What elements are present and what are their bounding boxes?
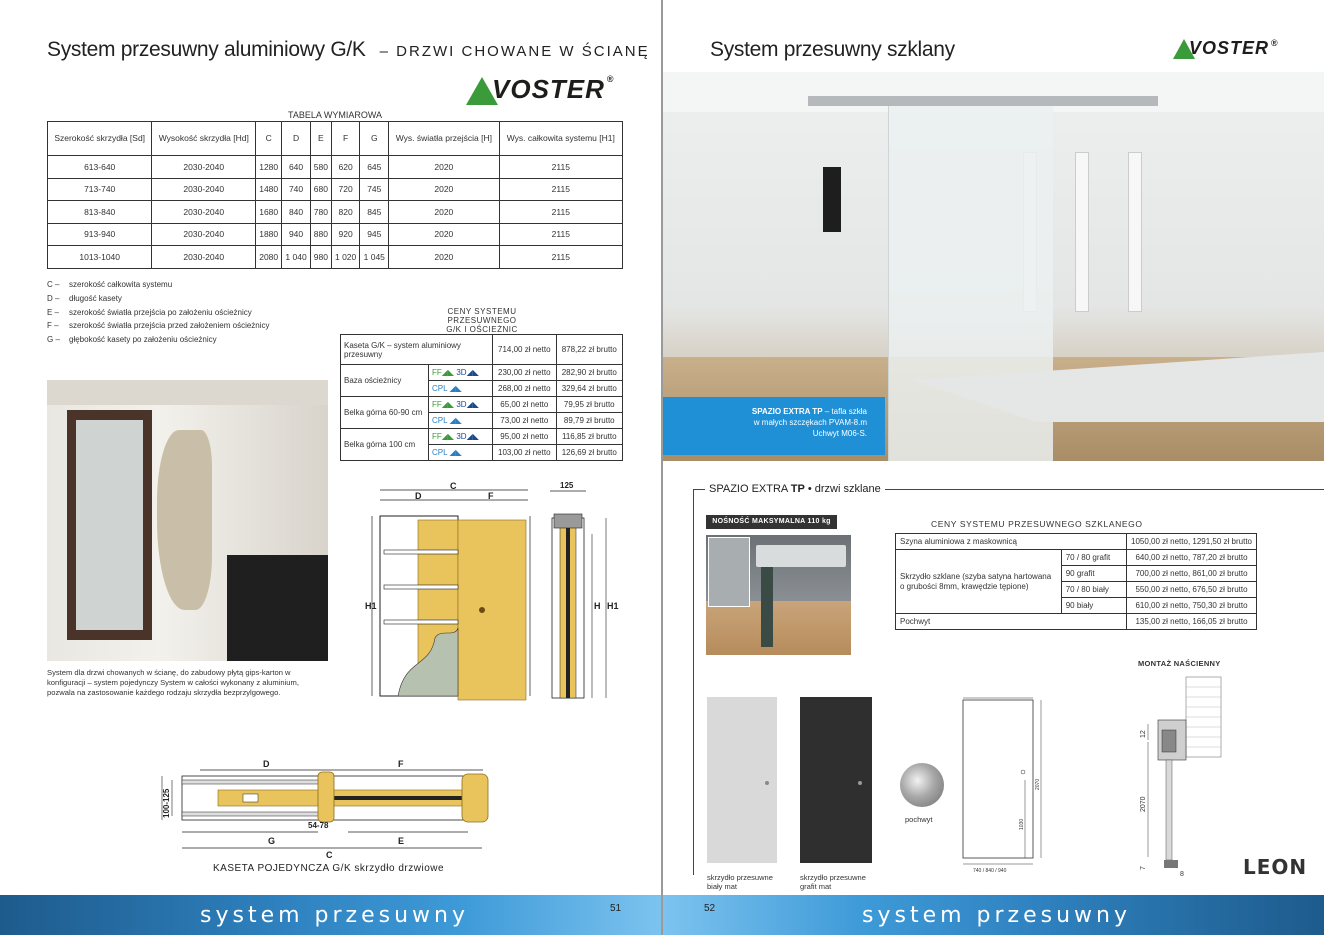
kaseta-plan-drawing (158, 750, 503, 862)
panel-dim-width: 740 / 840 / 940 (973, 868, 1007, 874)
price-netto: 268,00 zł netto (493, 381, 557, 397)
dimension-cell: 980 (310, 246, 331, 269)
price-value: 550,00 zł netto, 676,50 zł brutto (1127, 582, 1257, 598)
dimension-cell: 1480 (256, 178, 282, 201)
dimension-cell: 940 (282, 223, 311, 246)
photo-window (1128, 152, 1142, 312)
legend-text: głębokość kasety po założeniu ościeżnicy (69, 335, 217, 345)
plan-label-d: D (263, 759, 270, 769)
dimension-cell: 820 (331, 201, 360, 224)
panel-dark-caption-1: skrzydło przesuwne (800, 873, 866, 882)
dimension-cell: 2080 (256, 246, 282, 269)
dimension-legend (47, 278, 270, 347)
price-row-szyna (896, 534, 1257, 550)
dimension-cell: 1013-1040 (48, 246, 152, 269)
dimension-cell: 2115 (499, 156, 622, 179)
option-cpl-label: CPL (432, 448, 448, 457)
price-brutto: 126,69 zł brutto (556, 445, 622, 461)
voster-logo-reg: ® (606, 74, 614, 84)
dimension-cell: 620 (331, 156, 360, 179)
dimension-col-header: E (310, 122, 331, 156)
dim-label-h1: H1 (365, 601, 377, 611)
price-table-gk (340, 334, 623, 461)
pocket-frame-drawing (360, 478, 630, 708)
dimension-col-header: C (256, 122, 282, 156)
legend-key: E – (47, 307, 60, 317)
option-cpl-label: CPL (432, 416, 448, 425)
panel-white-mat (707, 697, 777, 863)
left-page-title (47, 38, 650, 62)
dimension-table-row (48, 156, 623, 179)
dimension-table-row (48, 178, 623, 201)
price-caption (412, 307, 552, 334)
price-caption-line-1: CENY SYSTEMU PRZESUWNEGO (447, 307, 517, 325)
legend-text: szerokość światła przejścia po założeniu ościeżnicy (69, 307, 252, 317)
page-number-left: 51 (610, 903, 622, 914)
panel-white-caption-2: biały mat (707, 882, 738, 891)
dimension-cell: 2115 (499, 178, 622, 201)
legend-item (47, 333, 270, 347)
price-row-belka60-ff (341, 397, 623, 413)
dimension-cell: 1 040 (282, 246, 311, 269)
dimension-cell: 640 (282, 156, 311, 179)
detail-glass (761, 567, 773, 647)
variant-name: 70 / 80 biały (1061, 582, 1126, 598)
dimension-col-header: Wysokość skrzydła [Hd] (152, 122, 256, 156)
price-row-baza-ff (341, 365, 623, 381)
dimension-cell: 2030-2040 (152, 201, 256, 224)
dim-label-h1-side: H1 (607, 601, 619, 611)
price-brutto: 89,79 zł brutto (556, 413, 622, 429)
price-value: 610,00 zł netto, 750,30 zł brutto (1127, 598, 1257, 614)
badge-line-2: w małych szczękach PVAM-8.m (753, 418, 867, 427)
ff-triangle-icon: ◢◣ (441, 368, 455, 377)
badge-line-1-rest: – tafla szkła (822, 407, 867, 416)
3d-triangle-icon: ◢◣ (466, 400, 479, 409)
plan-label-c: C (326, 850, 333, 860)
dimension-cell: 813-840 (48, 201, 152, 224)
dimension-cell: 645 (360, 156, 389, 179)
dimension-col-header: F (331, 122, 360, 156)
voster-logo-right (1173, 38, 1278, 59)
price-label-skrzydlo: Skrzydło szklane (szyba satyna hartowana o grubości 8mm, krawędzie tępione) (896, 550, 1062, 614)
legend-key: F – (47, 321, 59, 331)
dimension-cell: 680 (310, 178, 331, 201)
dimension-cell: 2115 (499, 246, 622, 269)
handle-caption: pochwyt (905, 815, 933, 824)
panel-knob (858, 781, 862, 785)
dimension-cell: 2020 (389, 223, 499, 246)
price-label-belka100: Belka górna 100 cm (341, 429, 429, 461)
ff-triangle-icon: ◢◣ (441, 400, 455, 409)
photo-wall-pocket (157, 430, 212, 610)
voster-logo (466, 74, 614, 105)
kaseta-caption: KASETA POJEDYNCZA G/K skrzydło drzwiowe (213, 863, 445, 874)
dimension-cell: 580 (310, 156, 331, 179)
door-leaf (458, 520, 526, 700)
dimension-cell: 780 (310, 201, 331, 224)
right-page-title: System przesuwny szklany (710, 38, 955, 61)
leon-logo: LEON (1243, 855, 1308, 879)
panel-dark-caption-2: grafit mat (800, 882, 832, 891)
option-3d-label: 3D (456, 432, 467, 441)
photo-rail (808, 96, 1158, 106)
dimension-cell: 713-740 (48, 178, 152, 201)
photo-wall (47, 380, 328, 405)
page-number-right: 52 (704, 903, 716, 914)
dimension-col-header: G (360, 122, 389, 156)
legend-item (47, 319, 270, 333)
price-brutto: 282,90 zł brutto (556, 365, 622, 381)
price-brutto: 116,85 zł brutto (556, 429, 622, 445)
mount-dim-8: 8 (1180, 871, 1184, 878)
photo-tv (823, 167, 841, 232)
max-load-badge (706, 515, 837, 529)
price-netto: 65,00 zł netto (493, 397, 557, 413)
dimension-cell: 2030-2040 (152, 156, 256, 179)
dimension-cell: 2115 (499, 201, 622, 224)
dim-label-c: C (450, 481, 457, 491)
panel-white-caption (707, 873, 773, 891)
plan-label-f: F (398, 759, 404, 769)
max-load-value: 110 kg (807, 518, 831, 525)
mount-dim-7: 7 (1140, 866, 1147, 870)
dimension-cell: 1880 (256, 223, 282, 246)
panel-dim-handle: 1030 (1019, 818, 1025, 830)
photo-window (1075, 152, 1089, 312)
option-cpl-label: CPL (432, 384, 448, 393)
price-netto: 230,00 zł netto (493, 365, 557, 381)
option-ff-label: FF (432, 400, 442, 409)
dimension-col-header: D (282, 122, 311, 156)
dim-label-f: F (488, 491, 494, 501)
dimension-table-caption: TABELA WYMIAROWA (288, 110, 383, 120)
price-netto: 714,00 zł netto (493, 335, 557, 365)
price-netto: 73,00 zł netto (493, 413, 557, 429)
section-title-bold: TP (790, 483, 805, 495)
panel-dark-caption (800, 873, 866, 891)
dimension-cell: 2020 (389, 178, 499, 201)
option-ff-label: FF (432, 368, 442, 377)
legend-text: szerokość światła przejścia przed założeniem ościeżnicy (69, 321, 270, 331)
legend-item (47, 278, 270, 292)
panel-graphite-mat (800, 697, 872, 863)
footer-title-right: system przesuwny (862, 903, 1131, 928)
price-brutto: 329,64 zł brutto (556, 381, 622, 397)
mount-dim-12: 12 (1140, 730, 1147, 738)
badge-line-3: Uchwyt M06-S. (812, 429, 867, 438)
option-cpl (429, 445, 493, 461)
max-load-label: NOŚNOŚĆ MAKSYMALNA (712, 518, 806, 525)
price-label-belka60: Belka górna 60-90 cm (341, 397, 429, 429)
dimension-cell: 2030-2040 (152, 223, 256, 246)
price-value: 700,00 zł netto, 861,00 zł brutto (1127, 566, 1257, 582)
dimension-cell: 2020 (389, 156, 499, 179)
voster-logo-reg: ® (1271, 38, 1278, 48)
left-page (0, 0, 661, 935)
plan-label-g: G (268, 836, 276, 846)
dimension-cell: 945 (360, 223, 389, 246)
detail-inset (708, 537, 750, 607)
price-label-baza: Baza ościeżnicy (341, 365, 429, 397)
voster-logo-text: VOSTER (492, 74, 605, 104)
dimension-cell: 920 (331, 223, 360, 246)
section-title-post: • drzwi szklane (804, 483, 881, 495)
cpl-triangle-icon: ◢◣ (449, 416, 462, 425)
option-cpl (429, 413, 493, 429)
voster-logo-triangle-icon (466, 77, 498, 105)
wall-mount-drawing (1118, 672, 1233, 882)
dimension-table-row (48, 246, 623, 269)
glass-price-table (895, 533, 1257, 630)
price-netto: 103,00 zł netto (493, 445, 557, 461)
dimension-col-header: Wys. całkowita systemu [H1] (499, 122, 622, 156)
dim-label-d: D (415, 491, 422, 501)
wall-mount-caption: MONTAŻ NAŚCIENNY (1138, 659, 1221, 668)
price-row-kaseta (341, 335, 623, 365)
ff-triangle-icon: ◢◣ (441, 432, 455, 441)
legend-item (47, 292, 270, 306)
3d-triangle-icon: ◢◣ (466, 368, 479, 377)
price-brutto: 878,22 zł brutto (556, 335, 622, 365)
legend-item (47, 306, 270, 320)
plan-label-e: E (398, 836, 405, 846)
panel-dim-height: 2070 (1035, 778, 1041, 790)
badge-line-1 (663, 406, 867, 417)
dimension-cell: 2020 (389, 246, 499, 269)
dimension-cell: 1 045 (360, 246, 389, 269)
title-subtitle: – DRZWI CHOWANE W ŚCIANĘ (379, 43, 650, 60)
option-ff-3d (429, 429, 493, 445)
price-value: 135,00 zł netto, 166,05 zł brutto (1127, 614, 1257, 630)
dimension-cell: 2020 (389, 201, 499, 224)
photo-cabinet (227, 555, 328, 661)
dimension-table-header (48, 122, 623, 156)
price-row-variant (896, 550, 1257, 566)
plan-label-100-125: 100-125 (162, 788, 171, 818)
variant-name: 70 / 80 grafit (1061, 550, 1126, 566)
dimension-cell: 880 (310, 223, 331, 246)
section-title (705, 483, 885, 495)
panel-white-caption-1: skrzydło przesuwne (707, 873, 773, 882)
photo-door-glass (76, 420, 143, 630)
dimension-cell: 740 (282, 178, 311, 201)
glass-panel-drawing (953, 690, 1063, 880)
dim-label-h: H (594, 601, 601, 611)
price-brutto: 79,95 zł brutto (556, 397, 622, 413)
legend-key: C – (47, 280, 60, 289)
dimension-table (47, 121, 623, 269)
section-rule-vertical (693, 489, 694, 875)
legend-key: G – (47, 335, 60, 345)
option-cpl (429, 381, 493, 397)
cpl-triangle-icon: ◢◣ (449, 448, 462, 457)
legend-text: szerokość całkowita systemu (69, 280, 173, 289)
dimension-col-header: Wys. światła przejścia [H] (389, 122, 499, 156)
voster-logo-triangle-icon (1173, 39, 1195, 59)
dimension-cell: 613-640 (48, 156, 152, 179)
dimension-cell: 2030-2040 (152, 246, 256, 269)
option-3d-label: 3D (456, 400, 467, 409)
dimension-cell: 1 020 (331, 246, 360, 269)
dimension-cell: 1280 (256, 156, 282, 179)
legend-key: D – (47, 293, 60, 303)
mount-dim-2070: 2070 (1140, 796, 1147, 812)
price-value: 1050,00 zł netto, 1291,50 zł brutto (1127, 534, 1257, 550)
dimension-table-row (48, 201, 623, 224)
pocket-door-photo-caption: System dla drzwi chowanych w ścianę, do zabudowy płytą gips-karton w konfiguracji – system pojedynczy System w całości wykonany z aluminium, pozwala na zastosowanie każdego rodzaju skrzydła bezprzylgowego. (47, 668, 299, 697)
variant-name: 90 biały (1061, 598, 1126, 614)
badge-bold: SPAZIO EXTRA TP (751, 407, 823, 416)
3d-triangle-icon: ◢◣ (466, 432, 479, 441)
dimension-cell: 913-940 (48, 223, 152, 246)
dimension-cell: 745 (360, 178, 389, 201)
pocket-door-photo (47, 380, 328, 661)
option-ff-3d (429, 397, 493, 413)
footer-title-left: system przesuwny (200, 903, 469, 928)
right-page (663, 0, 1324, 935)
price-label-kaseta: Kaseta G/K – system aluminiowy przesuwny (341, 335, 493, 365)
detail-rail (756, 545, 846, 567)
cpl-triangle-icon: ◢◣ (449, 384, 462, 393)
dimension-cell: 2115 (499, 223, 622, 246)
dimension-col-header: Szerokość skrzydła [Sd] (48, 122, 152, 156)
price-label-pochwyt: Pochwyt (896, 614, 1127, 630)
hardware-detail-photo (706, 535, 851, 655)
price-value: 640,00 zł netto, 787,20 zł brutto (1127, 550, 1257, 566)
voster-logo-text: VOSTER (1189, 38, 1270, 58)
dim-label-125: 125 (560, 481, 574, 490)
price-row-belka100-ff (341, 429, 623, 445)
price-caption-line-2: G/K I OŚCIEŻNIC (446, 325, 518, 334)
dimension-cell: 720 (331, 178, 360, 201)
dimension-cell: 845 (360, 201, 389, 224)
plan-label-54-78: 54-78 (308, 821, 329, 830)
dimension-table-row (48, 223, 623, 246)
variant-name: 90 grafit (1061, 566, 1126, 582)
title-main: System przesuwny aluminiowy G/K (47, 38, 366, 61)
glass-price-caption: CENY SYSTEMU PRZESUWNEGO SZKLANEGO (931, 519, 1143, 529)
panel-knob (765, 781, 769, 785)
dimension-cell: 2030-2040 (152, 178, 256, 201)
handle-photo (900, 763, 944, 807)
option-ff-label: FF (432, 432, 442, 441)
dimension-cell: 1680 (256, 201, 282, 224)
section-title-pre: SPAZIO EXTRA (709, 483, 791, 495)
price-label-szyna: Szyna aluminiowa z maskownicą (896, 534, 1127, 550)
price-netto: 95,00 zł netto (493, 429, 557, 445)
price-row-pochwyt (896, 614, 1257, 630)
option-3d-label: 3D (456, 368, 467, 377)
dimension-cell: 840 (282, 201, 311, 224)
spazio-badge (663, 397, 885, 455)
legend-text: długość kasety (69, 293, 122, 303)
option-ff-3d (429, 365, 493, 381)
